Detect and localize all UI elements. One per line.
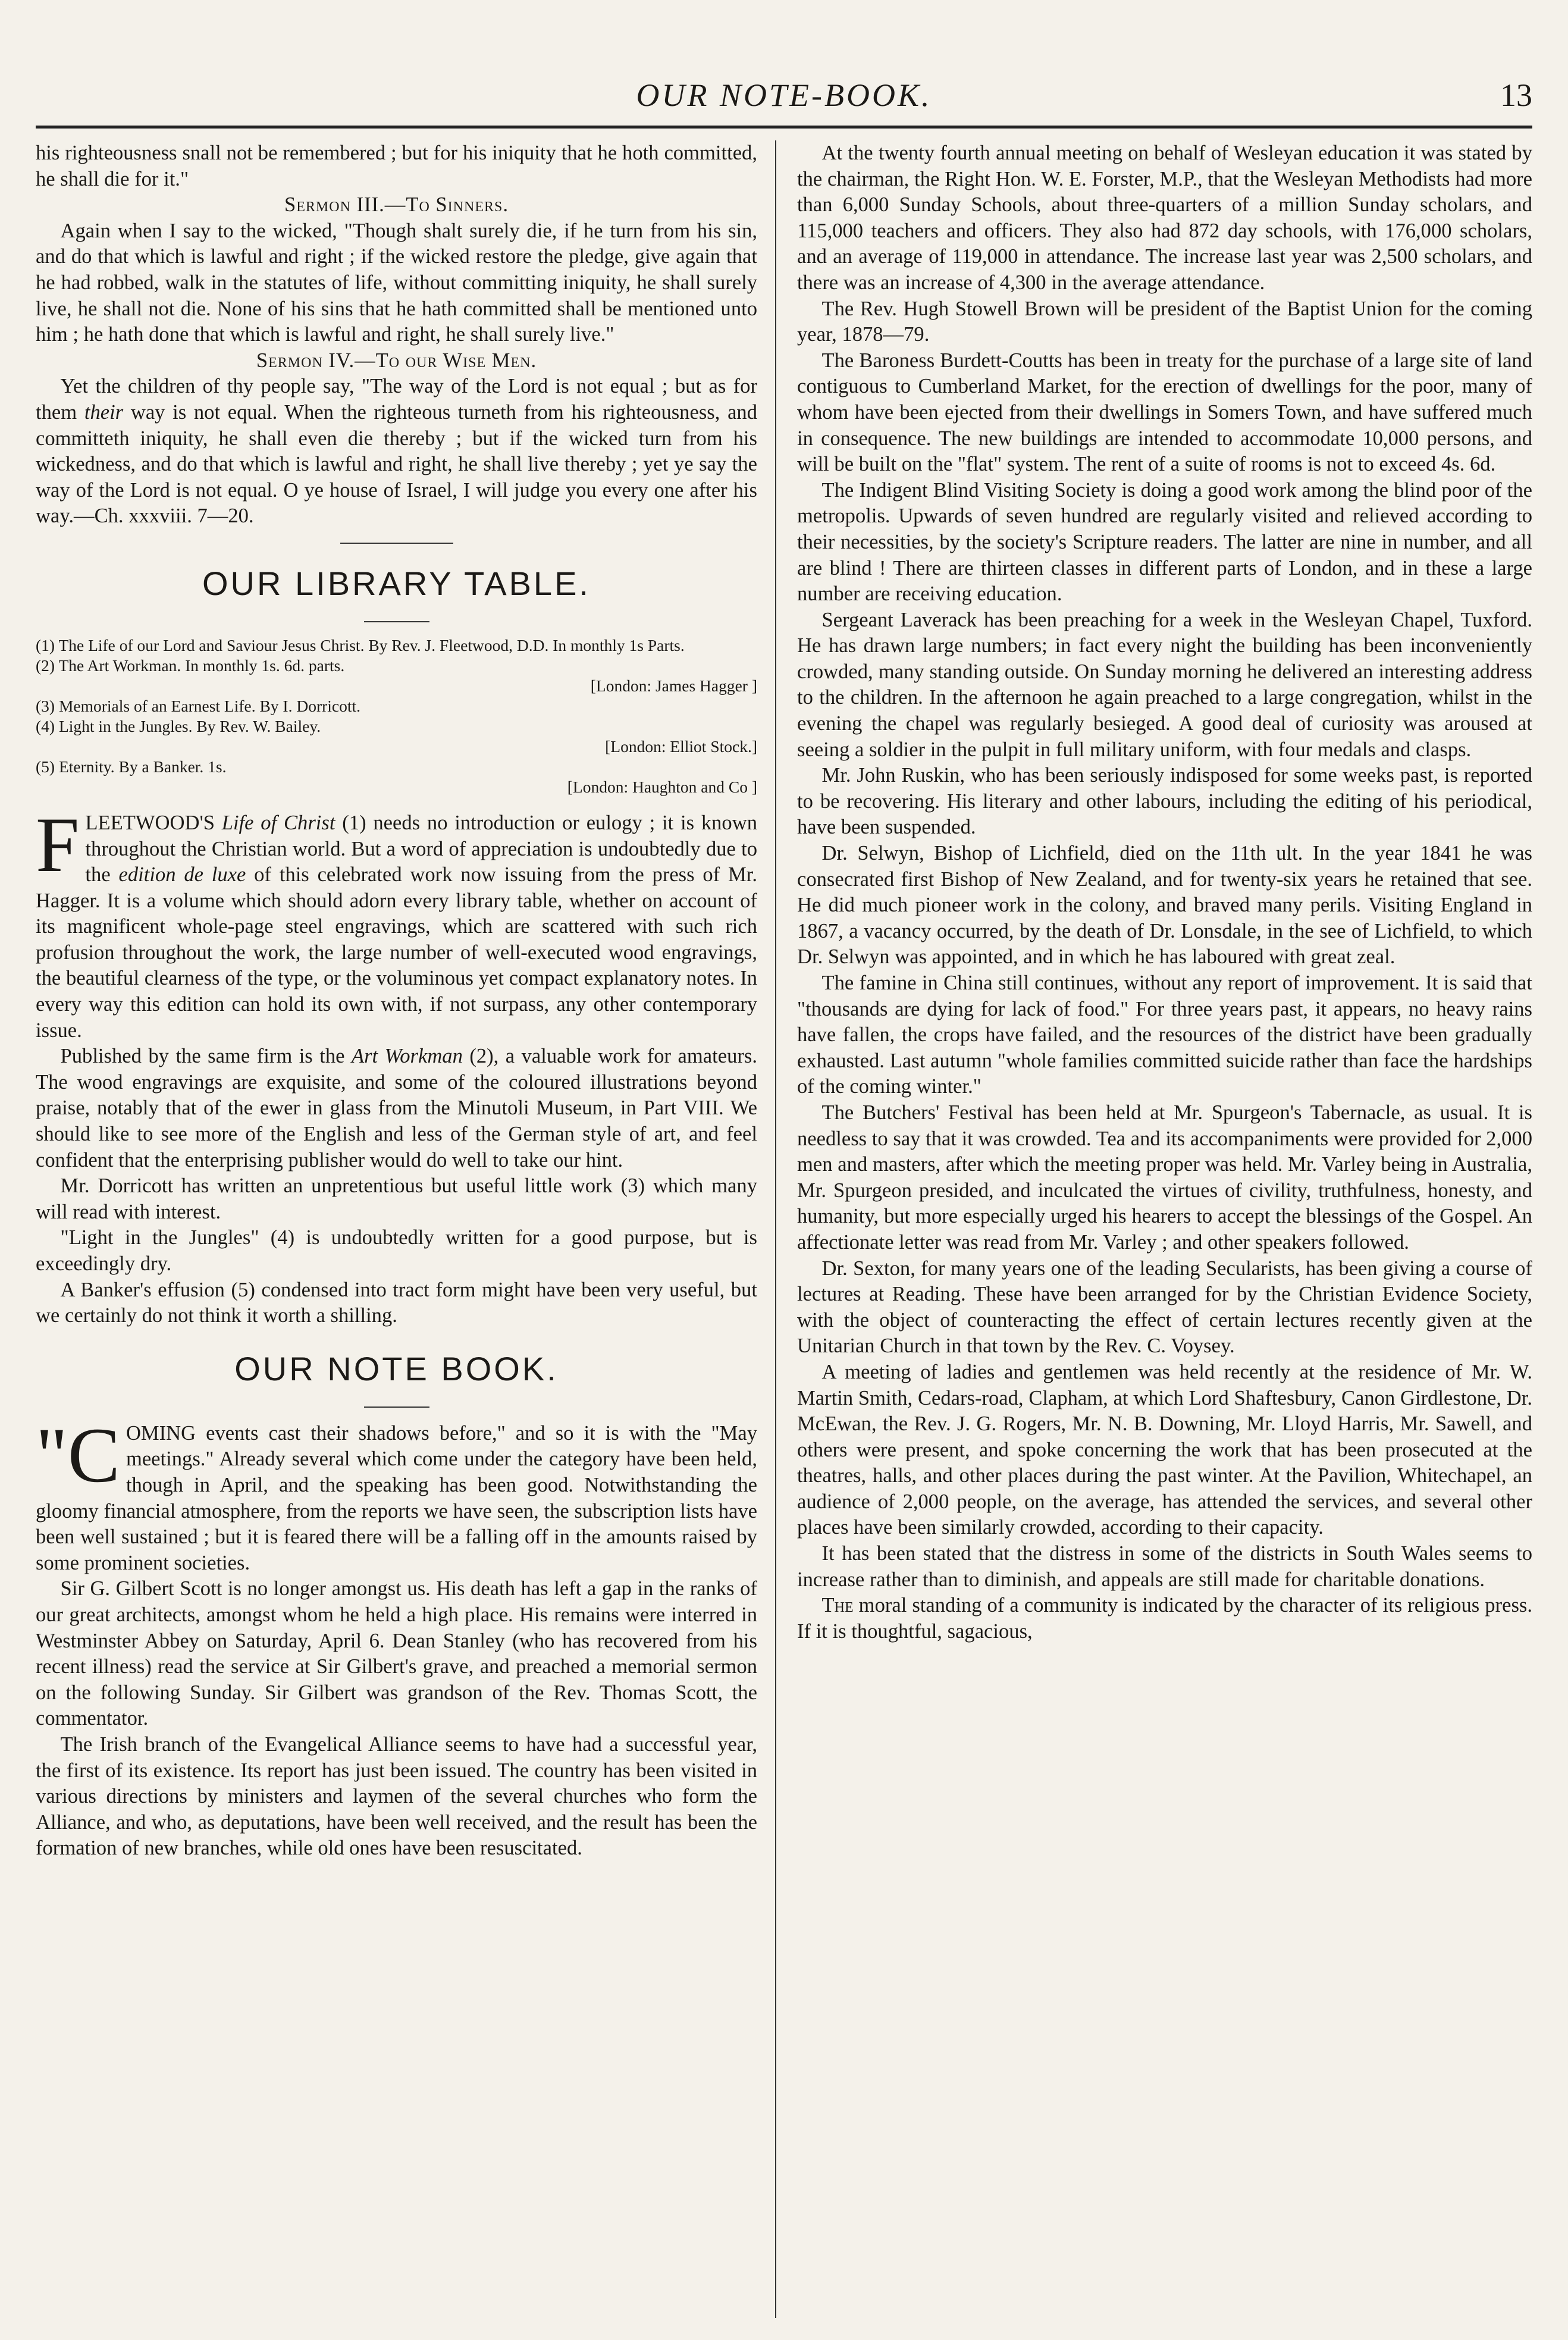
page-header: [36, 71, 1532, 129]
book-list: [36, 635, 757, 797]
column-rule: [775, 140, 776, 2318]
news-paragraph: A meeting of ladies and gentlemen was held recently at the residence of Mr. W. Martin Smith, Cedars-road, Clapham, at which Lord Shaftesbury, Canon Girdlestone, Dr. McEwan, the Rev. J. G. Rogers, Mr. N. B. Downing, Mr. Lloyd Harris, Mr. Sawell, and others were present, and spoke concerning the work that has been prosecuted at the theatres, halls, and other places during the past winter. At the Pavilion, Whitechapel, an audience of 2,000 people, on the average, has attended the services, and several other places have been similarly crowded, according to their capacity.: [797, 1360, 1532, 1539]
note-book-title: OUR NOTE BOOK.: [234, 1349, 559, 1387]
news-paragraph: The Baroness Burdett-Coutts has been in treaty for the purchase of a large site of land contiguous to Cumberland Market, for the erection of dwellings for the poor, many of whom have been ejected from their dwellings in Somers Town, and have suffered much in consequence. The new buildings are intended to accommodate 10,000 persons, and will be built on the "flat" system. The rent of a suite of rooms is not to exceed 4s. 6d.: [797, 349, 1532, 476]
section-divider: [340, 543, 453, 544]
note-paragraph-1: "COMING events cast their shadows before," and so it is with the "May meetings." Already several which come under the category have been held, though in April, and the speaking has been good. Notwithstanding the gloomy financial atmosphere, from the reports we have seen, the subscription lists have been well sustained ; but it is feared there will be a falling off in the amounts raised by some prominent societies.: [36, 1411, 757, 1574]
intro-paragraph: his righteousness snall not be remembered ; but for his iniquity that he hoth committed, he shall die for it.": [36, 142, 757, 190]
sermon-3-heading: Sermon III.—To Sinners.: [284, 193, 509, 217]
book-entry: (5) Eternity. By a Banker. 1s.: [36, 757, 227, 776]
title-rule: [364, 1406, 429, 1408]
library-paragraph-3: Mr. Dorricott has written an unpretentious but useful little work (3) which many will read with interest.: [36, 1174, 757, 1223]
sermon-4-heading: Sermon IV.—To our Wise Men.: [256, 349, 537, 372]
left-column: [36, 140, 757, 2330]
news-paragraph: The Butchers' Festival has been held at Mr. Spurgeon's Tabernacle, as usual. It is needless to say that it was crowded. Tea and its accompaniments were provided for 2,000 men and masters, after which the meeting proper was held. Mr. Varley being in Australia, Mr. Spurgeon presided, and inculcated the virtues of civility, truthfulness, honesty, and humanity, but more especially urged his hearers to accept the blessings of the Gospel. An affectionate letter was read from Mr. Varley ; and other speakers followed.: [797, 1101, 1532, 1254]
sermon-3-text: Again when I say to the wicked, "Though shalt surely die, if he turn from his sin, and do that which is lawful and right ; if the wicked restore the pledge, give again that he had robbed, walk in the statutes of life, without committing iniquity, he shall surely live, he shall not die. None of his sins that he hath committed shall be mentioned unto him ; he hath done that which is lawful and right, he shall surely live.": [36, 219, 757, 346]
drop-cap: F: [36, 800, 80, 888]
book-entry: (1) The Life of our Lord and Saviour Jesus Christ. By Rev. J. Fleetwood, D.D. In monthly 1s Parts.: [36, 635, 685, 654]
library-paragraph-4: "Light in the Jungles" (4) is undoubtedly written for a good purpose, but is exceedingly dry.: [36, 1226, 757, 1275]
news-paragraph: The Rev. Hugh Stowell Brown will be president of the Baptist Union for the coming year, 1878—79.: [797, 297, 1532, 346]
publisher: [London: James Hagger ]: [590, 676, 757, 695]
news-paragraph: Dr. Selwyn, Bishop of Lichfield, died on the 11th ult. In the year 1841 he was consecrated first Bishop of New Zealand, and for twenty-six years he retained that see. He did much pioneer work in the colony, and braved many perils. Visiting England in 1867, a vacancy occurred, by the death of Dr. Lonsdale, in the see of Lichfield, to which Dr. Selwyn was appointed, and in which he has laboured with great zeal.: [797, 842, 1532, 969]
library-paragraph-5: A Banker's effusion (5) condensed into tract form might have been very useful, but we certainly do not think it worth a shilling.: [36, 1278, 757, 1327]
library-paragraph-1: FLEETWOOD'S Life of Christ (1) needs no introduction or eulogy ; it is known throughout the Christian world. But a word of appreciation is undoubtedly due to the edition de luxe of this celebrated work now issuing from the press of Mr. Hagger. It is a volume which should adorn every library table, whether on account of its magnificent whole-page steel engravings, which are scattered with such rich profusion throughout the work, the large number of well-executed wood engravings, the beautiful clearness of the type, or the voluminous yet compact explanatory notes. In every way this edition can hold its own with, if not surpass, any other contemporary issue.: [36, 800, 757, 1042]
news-paragraph: It has been stated that the distress in some of the districts in South Wales seems to increase rather than to diminish, and appeals are still made for charitable donations.: [797, 1542, 1532, 1591]
book-entry: (4) Light in the Jungles. By Rev. W. Bailey.: [36, 716, 321, 735]
news-paragraph: The famine in China still continues, without any report of improvement. It is said that "thousands are dying for lack of food." For three years past, it appears, no heavy rains have fallen, the crops have failed, and the resources of the district have been gradually exhausted. Last autumn "whole families committed suicide rather than face the hardships of the coming winter.": [797, 972, 1532, 1098]
news-paragraph: Mr. John Ruskin, who has been seriously indisposed for some weeks past, is reported to be recovering. His literary and other labours, including the editing of his periodical, have been suspended.: [797, 764, 1532, 839]
book-entry: (2) The Art Workman. In monthly 1s. 6d. parts.: [36, 656, 345, 675]
news-paragraph: The Indigent Blind Visiting Society is doing a good work among the blind poor of the metropolis. Upwards of seven hundred are regularly visited and relieved according to their necessities, by the society's Scripture readers. The latter are nine in number, and all are blind ! There are thirteen classes in different parts of London, and in these a large number are receiving education.: [797, 478, 1532, 606]
library-paragraph-2: Published by the same firm is the Art Workman (2), a valuable work for amateurs. The wood engravings are exquisite, and some of the coloured illustrations beyond praise, notably that of the ewer in glass from the Minutoli Museum, in Part VIII. We should like to see more of the English and less of the German style of art, and feel confident that the enterprising publisher would do well to take our hint.: [36, 1045, 757, 1171]
book-entry: (3) Memorials of an Earnest Life. By I. Dorricott.: [36, 696, 361, 715]
sermon-4-text: Yet the children of thy people say, "The way of the Lord is not equal ; but as for them their way is not equal. When the righteous turneth from his righteousness, and committeth iniquity, he shall even die thereby ; but if the wicked turn from his wickedness, and do that which is lawful and right, he shall live thereby ; yet ye say the way of the Lord is not equal. O ye house of Israel, I will judge you every one after his way.—Ch. xxxviii. 7—20.: [36, 375, 757, 528]
note-paragraph-3: The Irish branch of the Evangelical Alliance seems to have had a successful year, the first of its existence. Its report has just been issued. The country has been visited in various directions by ministers and laymen of the several churches who form the Alliance, and who, as deputations, have been well received, and the result has been the formation of new branches, while old ones have been resuscitated.: [36, 1733, 757, 1860]
drop-cap: "C: [36, 1411, 120, 1499]
right-column: [797, 140, 1532, 2330]
note-paragraph-2: Sir G. Gilbert Scott is no longer amongst us. His death has left a gap in the ranks of our great architects, amongst whom he held a high place. His remains were interred in Westminster Abbey on Saturday, April 6. Dean Stanley (who has recovered from his recent illness) read the service at Sir Gilbert's grave, and preached a memorial sermon on the following Sunday. Sir Gilbert was grandson of the Rev. Thomas Scott, the commentator.: [36, 1577, 757, 1730]
news-paragraph: Sergeant Laverack has been preaching for a week in the Wesleyan Chapel, Tuxford. He has drawn large numbers; in fact every night the building has been inconveniently crowded, many standing outside. On Sunday morning he delivered an interesting address to the children. In the afternoon he again preached to a large congregation, whilst in the evening the chapel was regularly besieged. A good deal of curiosity was aroused at seeing a soldier in the pulpit in full military uniform, with four medals and clasps.: [797, 608, 1532, 761]
news-paragraph: At the twenty fourth annual meeting on behalf of Wesleyan education it was stated by the chairman, the Right Hon. W. E. Forster, M.P., that the Wesleyan Methodists had more than 6,000 Sunday Schools, about three-quarters of a million Sunday scholars, and 115,000 teachers and officers. They also had 872 day schools, with 176,000 scholars, and an average of 119,000 in attendance. The increase last year was 2,500 scholars, and there was an increase of 4,300 in the average attendance.: [797, 142, 1532, 294]
publisher: [London: Haughton and Co ]: [567, 777, 757, 796]
library-table-title: OUR LIBRARY TABLE.: [202, 564, 591, 602]
page-number: 13: [1500, 77, 1532, 113]
news-paragraph: Dr. Sexton, for many years one of the leading Secularists, has been giving a course of lectures at Reading. These have been arranged for by the Christian Evidence Society, with the object of counteracting the effect of certain lectures recently given at the Unitarian Church in that town by the Rev. C. Voysey.: [797, 1257, 1532, 1358]
running-title: OUR NOTE-BOOK.: [636, 77, 932, 113]
publisher: [London: Elliot Stock.]: [605, 737, 757, 756]
news-paragraph-last: The moral standing of a community is indicated by the character of its religious press. If it is thoughtful, sagacious,: [797, 1594, 1532, 1643]
title-rule: [364, 621, 429, 622]
